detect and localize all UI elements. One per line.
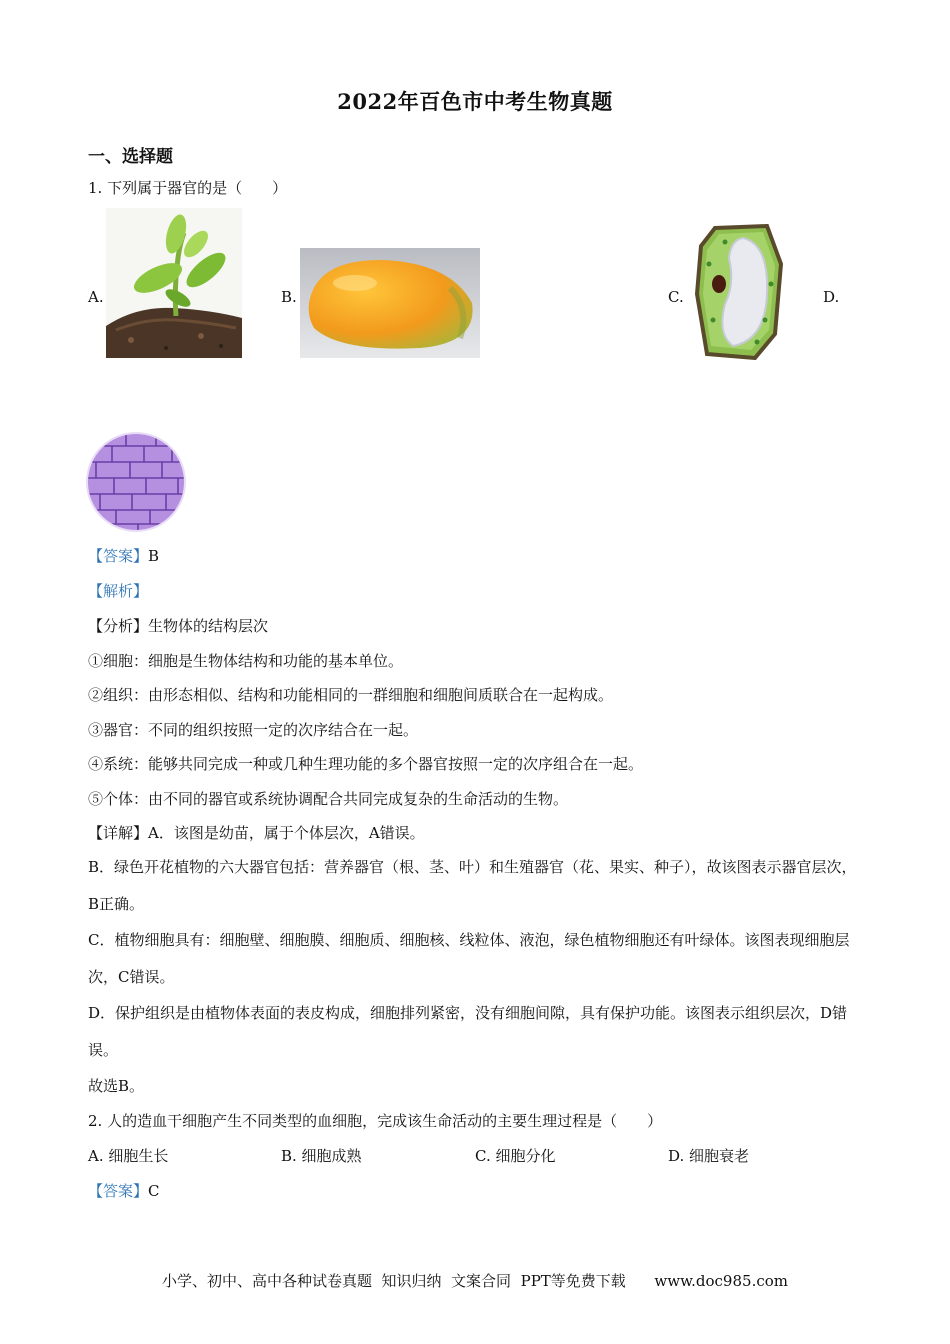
fenxi-line <box>88 616 268 636</box>
analysis-label: 【解析】 <box>88 582 149 600</box>
q2-option-b: B. 细胞成熟 <box>281 1147 362 1165</box>
answer-value: B <box>148 547 160 565</box>
tissue-image <box>86 432 186 532</box>
q2-answer-label: 【答案】 <box>88 1182 149 1200</box>
footer-text: 小学、初中、高中各种试卷真题 知识归纳 文案合同 PPT等免费下载 www.doc985.com <box>161 1272 788 1290</box>
q2-option-a: A. 细胞生长 <box>88 1147 169 1165</box>
page-title: 2022年百色市中考生物真题 <box>337 89 613 114</box>
q2-option-d: D. 细胞衰老 <box>668 1147 750 1165</box>
point-organ: ③器官：不同的组织按照一定的次序结合在一起。 <box>88 721 419 739</box>
seedling-image <box>106 208 242 358</box>
fenxi-text: 生物体的结构层次 <box>148 617 269 635</box>
answer-label: 【答案】 <box>88 547 149 565</box>
plant-cell-image <box>695 224 785 360</box>
detail-a-line <box>88 823 425 843</box>
q1-stem: 1. 下列属于器官的是（ ） <box>88 179 288 197</box>
fenxi-label: 【分析】 <box>88 617 149 635</box>
point-individual: ⑤个体：由不同的器官或系统协调配合共同完成复杂的生命活动的生物。 <box>88 790 569 808</box>
point-cell: ①细胞：细胞是生物体结构和功能的基本单位。 <box>88 652 404 670</box>
section-heading: 一、选择题 <box>88 147 173 167</box>
q2-answer <box>88 1181 160 1201</box>
detail-a: A．该图是幼苗，属于个体层次，A错误。 <box>148 824 425 842</box>
point-tissue: ②组织：由形态相似、结构和功能相同的一群细胞和细胞间质联合在一起构成。 <box>88 686 614 704</box>
q1-option-d-label: D. <box>823 288 840 306</box>
detail-b: B．绿色开花植物的六大器官包括：营养器官（根、茎、叶）和生殖器官（花、果实、种子），故该图表示器官层次，B正确。 <box>88 858 857 913</box>
mango-image <box>300 248 480 358</box>
detail-c: C．植物细胞具有：细胞壁、细胞膜、细胞质、细胞核、线粒体、液泡，绿色植物细胞还有叶绿体。该图表现细胞层次，C错误。 <box>88 931 850 986</box>
q2-option-c: C. 细胞分化 <box>475 1147 556 1165</box>
q1-option-c-label: C. <box>668 288 684 306</box>
point-system: ④系统：能够共同完成一种或几种生理功能的多个器官按照一定的次序组合在一起。 <box>88 755 644 773</box>
q2-stem: 2. 人的造血干细胞产生不同类型的血细胞，完成该生命活动的主要生理过程是（ ） <box>88 1112 663 1130</box>
q1-option-a-label: A. <box>88 288 104 306</box>
conclusion: 故选B。 <box>88 1077 145 1095</box>
q1-answer <box>88 546 159 566</box>
detail-d: D．保护组织是由植物体表面的表皮构成，细胞排列紧密，没有细胞间隙，具有保护功能。该图表示组织层次，D错误。 <box>88 1004 848 1059</box>
detail-label: 【详解】 <box>88 824 149 842</box>
q1-option-b-label: B. <box>281 288 297 306</box>
q2-answer-value: C <box>148 1182 160 1200</box>
